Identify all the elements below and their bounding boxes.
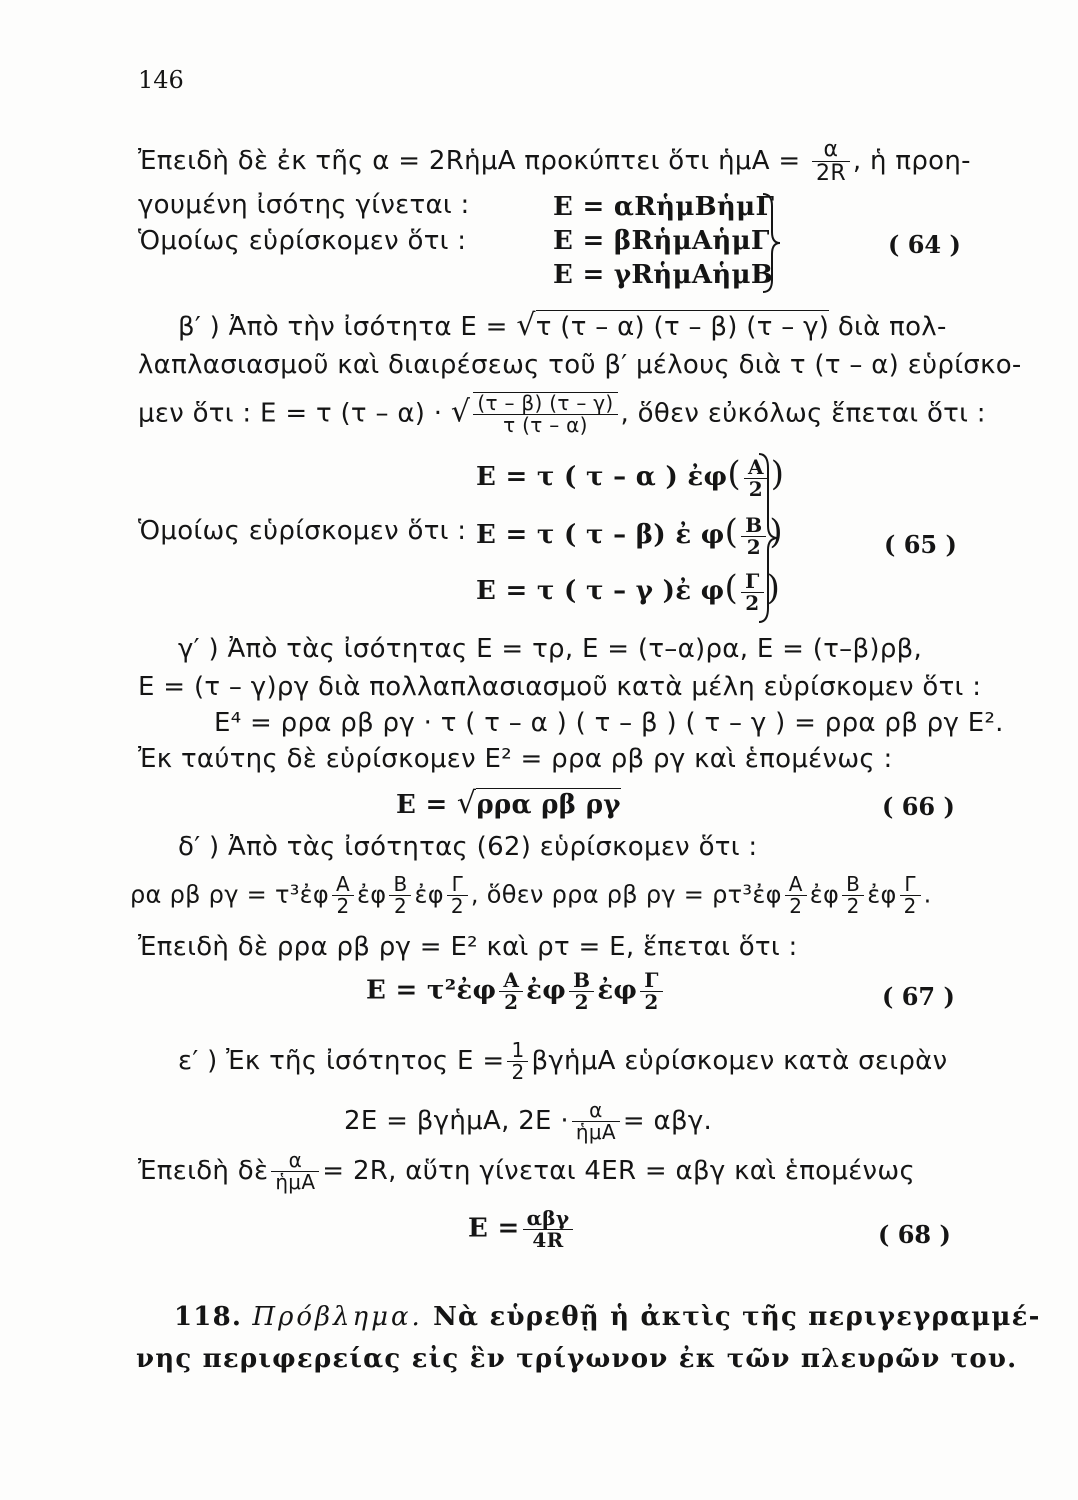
delta2-a: ρα ρβ ργ = τ³ἐφ [130,880,330,909]
denominator: 2 [574,990,589,1014]
equation-number-65: ( 65 ) [884,530,957,559]
denominator: 4R [532,1228,564,1252]
eq67-a: E = τ²ἐφ [366,975,497,1006]
text-line: ρα ρβ ργ = τ³ἐφ $\frac{A}{2}$ ἐφ $\frac{B}{2}$ ἐφ $\frac{\Gamma}{2}$ , ὅθεν ρρα ρβ ργ = ρτ³ἐφ $\frac{A}{2}$ ἐφ $\frac{B}{2}$ ἐφ $\frac{\Gamma}{2}$ . [130,872,932,918]
equation-65-line3: E = τ ( τ – γ )ἐ φ( $\frac{\Gamma}{2}$ ) [476,568,781,615]
beta-tail: διὰ πολ- [837,312,947,342]
numerator: α [812,138,850,162]
text-line: Ὁμοίως εὑρίσκομεν ὅτι : [138,226,467,256]
eq65-l1-text: E = τ ( τ – α ) ἐφ [476,462,728,492]
denominator: 2 [504,990,519,1014]
text-line [178,1040,947,1083]
denominator: 2R [816,161,846,187]
section-heading [174,1302,1041,1332]
numerator: B [389,874,411,896]
numerator: 1 [507,1040,528,1062]
denominator: 2 [336,894,350,918]
text-line: μεν ὅτι : E = τ (τ – α) · √ $\frac{(\tau - \beta) (\tau - \gamma)}{\tau (\tau - \alpha)}$ , ὅθεν εὐκόλως ἕπεται ὅτι : [138,391,986,437]
b3-tail: , ὅθεν εὐκόλως ἕπεται ὅτι : [620,398,986,429]
equation-67 [366,970,666,1013]
text-line: γ′ ) Ἀπὸ τὰς ἰσότητας E = τρ, E = (τ–α)ρα, E = (τ–β)ρβ, [178,634,923,664]
text-line: γουμένη ἰσότης γίνεται : [138,190,470,220]
text-line [138,1150,915,1193]
denominator: 2 [746,534,761,559]
eq68-prefix: E = [468,1213,520,1244]
eq65-l2-text: E = τ ( τ – β) ἐ φ [476,520,725,550]
fraction [389,874,411,917]
equation-64-line1: E = αRἡμBἡμΓ [553,192,775,222]
text-line: Ἐκ ταύτης δὲ εὑρίσκομεν E² = ρρα ρβ ργ καὶ ἑπομένως : [138,744,893,774]
eq67-b: ἐφ [526,975,567,1006]
beta-prefix: β′ ) Ἀπὸ τὴν ἰσότητα E = [178,312,508,342]
numerator: (τ – β) (τ – γ) [473,392,617,415]
denominator: 2 [748,476,763,501]
numerator: B [842,874,864,896]
eps1-tail: βγἡμA εὑρίσκομεν κατὰ σειρὰν [531,1046,948,1076]
delta2-b: ἐφ [357,880,387,909]
denominator: 2 [745,590,760,615]
equation-number-67: ( 67 ) [882,982,955,1011]
denominator: ἡμA [575,1120,616,1144]
fraction [447,874,468,917]
equation-number-64: ( 64 ) [888,230,961,259]
eq67-c: ἐφ [597,975,638,1006]
numerator: α [572,1100,620,1122]
text-line: Ἐπειδὴ δὲ ρρα ρβ ργ = E² καὶ ρτ = E, ἕπεται ὅτι : [138,932,798,962]
text-line: β′ ) Ἀπὸ τὴν ἰσότητα E = √τ (τ – α) (τ – β) (τ – γ) διὰ πολ- [178,308,947,343]
numerator: A [744,457,768,479]
numerator: Γ [741,571,764,593]
eq65-l3-text: E = τ ( τ – γ )ἐ φ [476,576,725,606]
denominator: 2 [450,894,464,918]
line1-text: Ἐπειδὴ δὲ ἐκ τῆς α = 2RἡμA προκύπτει ὅτι ἡμA = [138,146,801,177]
eps2-b: = αβγ. [622,1106,713,1136]
fraction [640,970,663,1013]
right-brace-icon [760,192,784,294]
denominator: 2 [511,1060,525,1084]
delta2-d: , ὅθεν ρρα ρβ ργ = ρτ³ἐφ [470,880,782,909]
eps3-a: Ἐπειδὴ δὲ [138,1156,269,1186]
eps1-prefix: ε′ ) Ἐκ τῆς ἰσότητος E = [178,1046,505,1076]
text-line: E = (τ – γ)ργ διὰ πολλαπλασιασμοῦ κατὰ μέλη εὑρίσκομεν ὅτι : [138,672,982,702]
page-number: 146 [138,66,184,94]
section-number: 118. [174,1302,243,1332]
denominator: 2 [846,894,860,918]
fraction [812,138,850,185]
numerator: α [271,1150,319,1172]
equation-64-line2: E = βRἡμAἡμΓ [553,226,770,256]
right-brace-icon [756,452,782,624]
radicand: ρρα ρβ ργ [476,790,621,820]
text-line: Ὁμοίως εὑρίσκομεν ὅτι : [138,516,467,546]
fraction [842,874,864,917]
delta2-e: ἐφ [809,880,840,909]
numerator: B [569,970,594,992]
equation-68 [468,1208,576,1251]
section-line1: Νὰ εὑρεθῇ ἡ ἀκτὶς τῆς περιγεγραμμέ- [433,1302,1041,1332]
fraction [332,874,354,917]
numerator: A [499,970,523,992]
text-line [138,138,971,185]
equation-66: E = √ρρα ρβ ργ [396,786,621,821]
numerator: B [741,515,766,537]
fraction [569,970,594,1013]
b3-prefix: μεν ὅτι : E = τ (τ – α) · [138,398,443,429]
text-line: λαπλασιασμοῦ καὶ διαιρέσεως τοῦ β′ μέλους διὰ τ (τ – α) εὑρίσκο- [138,350,1022,380]
equation-65-line2: E = τ ( τ – β) ἐ φ( $\frac{B}{2}$ ) [476,512,783,559]
fraction [900,874,921,917]
denominator: 2 [644,990,659,1014]
fraction [572,1100,620,1143]
numerator: Γ [900,874,921,896]
numerator: A [785,874,807,896]
numerator: αβγ [523,1208,574,1230]
fraction [507,1040,528,1083]
radicand: τ (τ – α) (τ – β) (τ – γ) [535,312,830,342]
denominator: τ (τ – α) [503,413,588,437]
delta2-f: ἐφ [867,880,897,909]
eps3-b: = 2R, αὕτη γίνεται 4ER = αβγ καὶ ἑπομένως [322,1156,916,1186]
numerator: Γ [640,970,663,992]
section-title: Πρόβλημα. [252,1302,423,1332]
eq66-prefix: E = [396,790,448,820]
equation-65-line1: E = τ ( τ – α ) ἐφ( $\frac{A}{2}$ ) [476,454,785,501]
text-line [344,1100,712,1143]
fraction [523,1208,574,1251]
delta2-c: ἐφ [414,880,444,909]
denominator: ἡμA [275,1170,316,1194]
numerator: Γ [447,874,468,896]
text-line: δ′ ) Ἀπὸ τὰς ἰσότητας (62) εὑρίσκομεν ὅτι : [178,832,758,862]
equation-number-66: ( 66 ) [882,792,955,821]
fraction [499,970,523,1013]
fraction [271,1150,319,1193]
denominator: 2 [789,894,803,918]
section-heading-continued: νης περιφερείας εἰς ἓν τρίγωνον ἐκ τῶν πλευρῶν του. [136,1344,1018,1374]
fraction [785,874,807,917]
fraction [473,392,617,436]
eps2-a: 2E = βγἡμA, 2E · [344,1106,569,1136]
denominator: 2 [393,894,407,918]
equation-number-68: ( 68 ) [878,1220,951,1249]
line1-tail: , ἡ προη- [852,146,971,177]
numerator: A [332,874,354,896]
denominator: 2 [903,894,917,918]
text-line: E⁴ = ρρα ρβ ργ · τ ( τ – α ) ( τ – β ) ( τ – γ ) = ρρα ρβ ργ E². [214,708,1004,738]
equation-64-line3: E = γRἡμAἡμB [553,260,774,290]
